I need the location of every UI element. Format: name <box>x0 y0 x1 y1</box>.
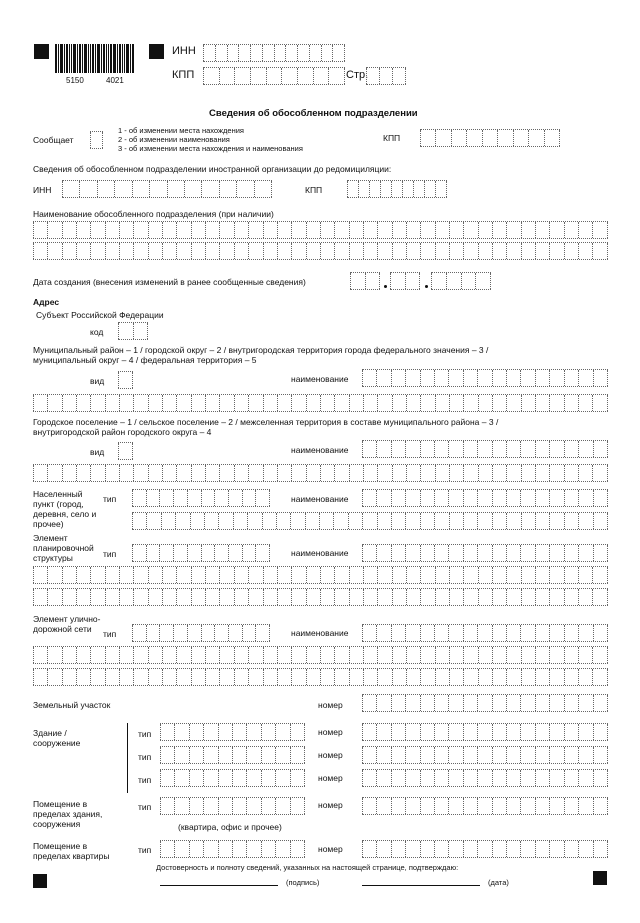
settlement-name-line-2[interactable] <box>33 464 608 482</box>
kpp-input[interactable] <box>203 67 345 85</box>
corner-marker-bottom-right <box>593 871 607 885</box>
street-name-label: наименование <box>291 628 349 638</box>
street-type-label: тип <box>103 629 117 639</box>
land-label: Земельный участок <box>33 700 111 710</box>
corner-marker-bottom-left <box>33 874 47 888</box>
signature-line[interactable] <box>160 885 278 886</box>
inn-input[interactable] <box>203 44 345 62</box>
municipal-name-line-2[interactable] <box>33 394 608 412</box>
subject-label: Субъект Российской Федерации <box>36 310 164 320</box>
building-number-1-label: номер <box>318 727 343 737</box>
locality-label: Населенный пункт (город, деревня, село и прочее) <box>33 489 97 529</box>
municipal-name-label: наименование <box>291 374 349 384</box>
room-label: Помещение в пределах здания, сооружения <box>33 799 103 829</box>
division-name-line-1[interactable] <box>33 221 608 239</box>
street-name-line-3[interactable] <box>33 668 608 686</box>
page-label: Стр. <box>346 69 369 81</box>
building-number-2-input[interactable] <box>362 746 608 764</box>
division-name-line-2[interactable] <box>33 242 608 260</box>
municipal-kind-input[interactable] <box>118 371 133 389</box>
building-type-3-label: тип <box>138 775 152 785</box>
foreign-inn-label: ИНН <box>33 185 52 195</box>
building-number-1-input[interactable] <box>362 723 608 741</box>
reports-label: Сообщает <box>33 135 74 145</box>
planning-type-input[interactable] <box>132 544 270 562</box>
building-type-2-label: тип <box>138 752 152 762</box>
municipal-kind-label: вид <box>90 376 105 386</box>
land-number-label: номер <box>318 700 343 710</box>
planning-name-input[interactable] <box>362 544 608 562</box>
barcode-number-left: 5150 <box>66 76 84 85</box>
date-separator-2 <box>425 285 428 288</box>
building-label: Здание / сооружение <box>33 728 81 748</box>
building-type-2-input[interactable] <box>160 746 305 764</box>
corner-marker-top-mid <box>149 44 164 59</box>
foreign-inn-input[interactable] <box>62 180 272 198</box>
date-year-input[interactable] <box>431 272 491 290</box>
planning-name-label: наименование <box>291 548 349 558</box>
flat-label: Помещение в пределах квартиры <box>33 841 110 861</box>
settlement-label: Городское поселение – 1 / сельское поселение – 2 / межселенная территория в составе муниципального района – 3 / внутригородской район городского округа – 4 <box>33 417 499 437</box>
municipal-name-input[interactable] <box>362 369 608 387</box>
barcode <box>55 44 140 73</box>
street-type-input[interactable] <box>132 624 270 642</box>
room-type-input[interactable] <box>160 797 305 815</box>
street-name-line-2[interactable] <box>33 646 608 664</box>
municipal-label: Муниципальный район – 1 / городской округ – 2 / внутригородская территория города федерального значения – 3 / муниципальный округ – 4 / федеральная территория – 5 <box>33 345 489 365</box>
division-name-label: Наименование обособленного подразделения (при наличии) <box>33 209 274 219</box>
foreign-org-info: Сведения об обособленном подразделении иностранной организации до редомициляции: <box>33 164 392 174</box>
room-number-input[interactable] <box>362 797 608 815</box>
locality-type-label: тип <box>103 494 117 504</box>
building-type-3-input[interactable] <box>160 769 305 787</box>
street-label: Элемент улично-дорожной сети <box>33 614 101 634</box>
address-title: Адрес <box>33 297 60 307</box>
page-number-input[interactable] <box>366 67 406 85</box>
building-type-1-input[interactable] <box>160 723 305 741</box>
reports-option-2: 2 - об изменении наименования <box>118 135 230 144</box>
locality-name-line-2[interactable] <box>132 512 608 530</box>
locality-name-label: наименование <box>291 494 349 504</box>
flat-type-label: тип <box>138 845 152 855</box>
land-number-input[interactable] <box>362 694 608 712</box>
reports-code-input[interactable] <box>90 131 103 149</box>
reports-option-3: 3 - об изменении места нахождения и наименования <box>118 144 303 153</box>
reports-kpp-label: КПП <box>383 133 401 143</box>
settlement-name-input[interactable] <box>362 440 608 458</box>
locality-type-input[interactable] <box>132 489 270 507</box>
foreign-kpp-label: КПП <box>305 185 323 195</box>
corner-marker-top-left <box>34 44 49 59</box>
date-separator-1 <box>384 285 387 288</box>
building-number-3-label: номер <box>318 773 343 783</box>
confirmation-text: Достоверность и полноту сведений, указанных на настоящей странице, подтверждаю: <box>156 863 459 872</box>
room-number-label: номер <box>318 800 343 810</box>
locality-name-input[interactable] <box>362 489 608 507</box>
subject-code-label: код <box>90 327 104 337</box>
flat-number-label: номер <box>318 844 343 854</box>
reports-kpp-input[interactable] <box>420 129 560 147</box>
subject-code-input[interactable] <box>118 322 148 340</box>
flat-number-input[interactable] <box>362 840 608 858</box>
planning-name-line-2[interactable] <box>33 566 608 584</box>
signature-caption: (подпись) <box>286 878 320 887</box>
building-bracket <box>127 723 128 793</box>
flat-type-input[interactable] <box>160 840 305 858</box>
building-number-3-input[interactable] <box>362 769 608 787</box>
building-type-1-label: тип <box>138 729 152 739</box>
form-title: Сведения об обособленном подразделении <box>209 108 418 119</box>
date-line[interactable] <box>362 885 480 886</box>
date-month-input[interactable] <box>390 272 420 290</box>
planning-label: Элемент планировочной структуры <box>33 533 94 563</box>
settlement-kind-label: вид <box>90 447 105 457</box>
barcode-number-right: 4021 <box>106 76 124 85</box>
date-day-input[interactable] <box>350 272 380 290</box>
kpp-label: КПП <box>172 69 195 81</box>
date-caption: (дата) <box>488 878 509 887</box>
settlement-name-label: наименование <box>291 445 349 455</box>
reports-option-1: 1 - об изменении места нахождения <box>118 126 244 135</box>
building-number-2-label: номер <box>318 750 343 760</box>
room-type-label: тип <box>138 802 152 812</box>
planning-type-label: тип <box>103 549 117 559</box>
planning-name-line-3[interactable] <box>33 588 608 606</box>
room-hint: (квартира, офис и прочее) <box>178 822 282 832</box>
inn-label: ИНН <box>172 45 196 57</box>
settlement-kind-input[interactable] <box>118 442 133 460</box>
creation-date-label: Дата создания (внесения изменений в ранее сообщенные сведения) <box>33 277 306 287</box>
street-name-input[interactable] <box>362 624 608 642</box>
foreign-kpp-input[interactable] <box>347 180 447 198</box>
